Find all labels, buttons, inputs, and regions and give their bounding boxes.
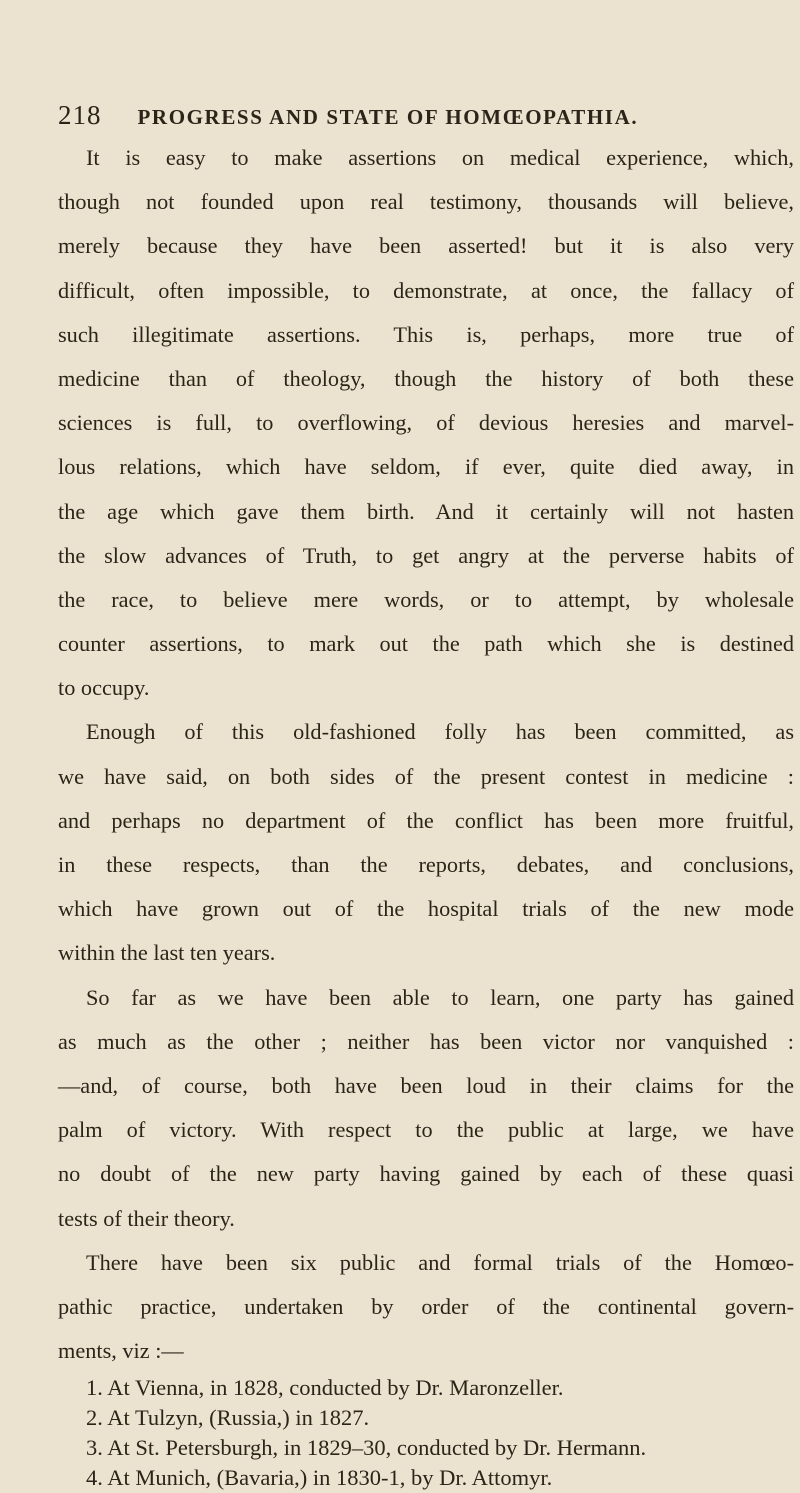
text-line: such illegitimate assertions. This is, perhaps, more true of bbox=[58, 321, 794, 347]
text-line: pathic practice, undertaken by order of the continental govern- bbox=[58, 1293, 794, 1319]
list-item: 3. At St. Petersburgh, in 1829–30, conducted by Dr. Hermann. bbox=[86, 1435, 647, 1461]
paragraph bbox=[58, 710, 794, 975]
text-line: It is easy to make assertions on medical experience, which, bbox=[86, 145, 794, 170]
text-line: we have said, on both sides of the present contest in medicine : bbox=[58, 763, 794, 789]
paragraph bbox=[58, 136, 794, 710]
text-line: ments, viz :— bbox=[58, 1338, 184, 1364]
text-line: to occupy. bbox=[58, 675, 150, 701]
text-line: So far as we have been able to learn, one party has gained bbox=[86, 984, 794, 1010]
text-line: though not founded upon real testimony, thousands will believe, bbox=[58, 189, 794, 215]
list-item: 4. At Munich, (Bavaria,) in 1830-1, by Dr. Attomyr. bbox=[86, 1465, 553, 1491]
text-line: difficult, often impossible, to demonstrate, at once, the fallacy of bbox=[58, 277, 794, 303]
paragraph bbox=[58, 1241, 794, 1374]
paragraph bbox=[58, 976, 794, 1241]
text-line: tests of their theory. bbox=[58, 1205, 235, 1231]
text-line: merely because they have been asserted! but it is also very bbox=[58, 233, 794, 259]
text-line: the slow advances of Truth, to get angry at the perverse habits of bbox=[58, 542, 794, 568]
text-line: counter assertions, to mark out the path which she is destined bbox=[58, 631, 794, 657]
text-line: no doubt of the new party having gained by each of these quasi bbox=[58, 1161, 794, 1187]
text-line: the age which gave them birth. And it certainly will not hasten bbox=[58, 498, 794, 524]
running-title: PROGRESS AND STATE OF HOMŒOPATHIA. bbox=[137, 105, 639, 129]
list-item: 2. At Tulzyn, (Russia,) in 1827. bbox=[86, 1405, 370, 1431]
body-text bbox=[58, 136, 794, 1493]
text-line: —and, of course, both have been loud in their claims for the bbox=[58, 1072, 794, 1098]
text-line: palm of victory. With respect to the public at large, we have bbox=[58, 1117, 794, 1143]
text-line: within the last ten years. bbox=[58, 940, 276, 966]
text-line: There have been six public and formal trials of the Homœo- bbox=[86, 1249, 794, 1275]
text-line: and perhaps no department of the conflict has been more fruitful, bbox=[58, 807, 794, 833]
text-line: in these respects, than the reports, debates, and conclusions, bbox=[58, 852, 794, 877]
text-line: medicine than of theology, though the history of both these bbox=[58, 365, 794, 391]
text-line: the race, to believe mere words, or to attempt, by wholesale bbox=[58, 586, 794, 612]
text-line: which have grown out of the hospital trials of the new mode bbox=[58, 896, 794, 922]
numbered-list bbox=[58, 1373, 794, 1493]
text-line: lous relations, which have seldom, if ever, quite died away, in bbox=[58, 454, 794, 480]
page-header bbox=[58, 100, 758, 131]
text-line: as much as the other ; neither has been victor nor vanquished : bbox=[58, 1028, 794, 1054]
text-line: Enough of this old-fashioned folly has been committed, as bbox=[86, 719, 794, 745]
list-item: 1. At Vienna, in 1828, conducted by Dr. Maronzeller. bbox=[86, 1375, 564, 1401]
text-line: sciences is full, to overflowing, of devious heresies and marvel- bbox=[58, 410, 794, 436]
page-number: 218 bbox=[58, 100, 102, 130]
